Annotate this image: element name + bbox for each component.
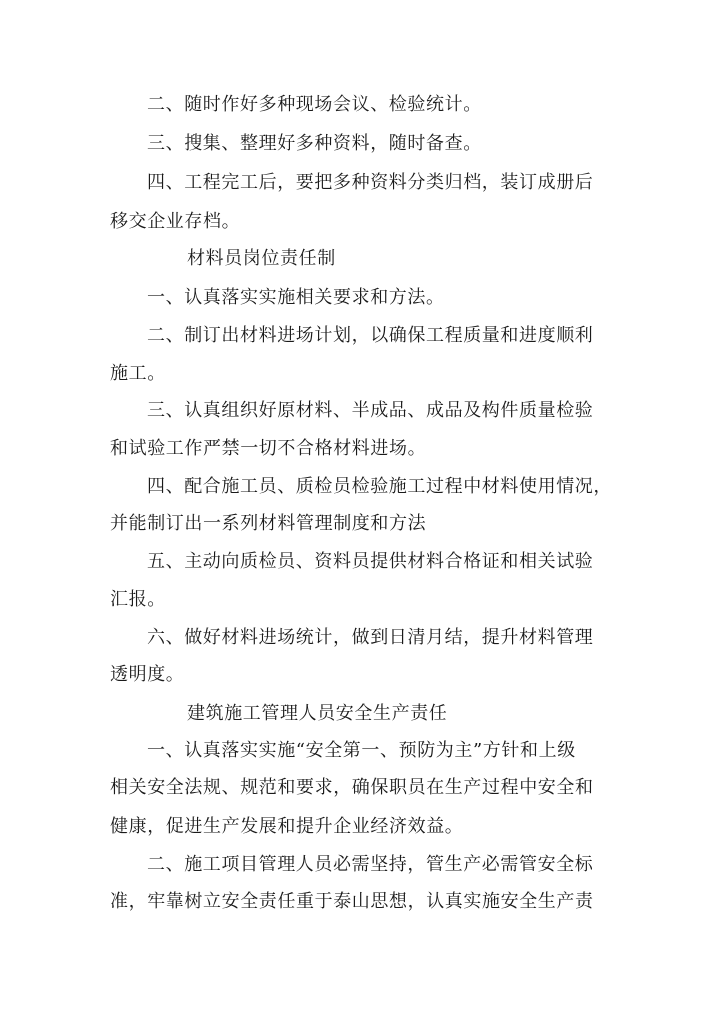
paragraph-line: 三、搜集、整理好多种资料，随时备查。 <box>147 133 482 154</box>
paragraph-line: 五、主动向质检员、资料员提供材料合格证和相关试验 <box>147 551 594 572</box>
paragraph-line: 透明度。 <box>110 664 185 685</box>
paragraph-line: 二、制订出材料进场计划，以确保工程质量和进度顺利 <box>147 325 594 346</box>
paragraph-line: 移交企业存档。 <box>110 211 241 232</box>
paragraph-line: 二、随时作好多种现场会议、检验统计。 <box>147 94 482 115</box>
paragraph-line: 一、认真落实实施相关要求和方法。 <box>147 287 445 308</box>
section-heading: 建筑施工管理人员安全生产责任 <box>187 703 448 724</box>
paragraph-line: 施工。 <box>110 363 166 384</box>
paragraph-line: 四、配合施工员、质检员检验施工过程中材料使用情况， <box>147 476 612 497</box>
paragraph-line: 六、做好材料进场统计，做到日清月结，提升材料管理 <box>147 627 594 648</box>
paragraph-line: 和试验工作严禁一切不合格材料进场。 <box>110 438 427 459</box>
paragraph-line: 四、工程完工后，要把多种资料分类归档，装订成册后 <box>147 172 594 193</box>
paragraph-line: 并能制订出一系列材料管理制度和方法 <box>110 513 427 534</box>
paragraph-line: 三、认真组织好原材料、半成品、成品及构件质量检验 <box>147 400 594 421</box>
paragraph-line: 准，牢靠树立安全责任重于泰山思想，认真实施安全生产责 <box>110 891 594 912</box>
paragraph-line: 汇报。 <box>110 589 166 610</box>
paragraph-line: 二、施工项目管理人员必需坚持，管生产必需管安全标 <box>147 854 594 875</box>
paragraph-line: 健康，促进生产发展和提升企业经济效益。 <box>110 816 464 837</box>
section-heading: 材料员岗位责任制 <box>187 248 336 269</box>
paragraph-line: 一、认真落实实施“安全第一、预防为主”方针和上级 <box>147 740 576 761</box>
paragraph-line: 相关安全法规、规范和要求，确保职员在生产过程中安全和 <box>110 777 594 798</box>
